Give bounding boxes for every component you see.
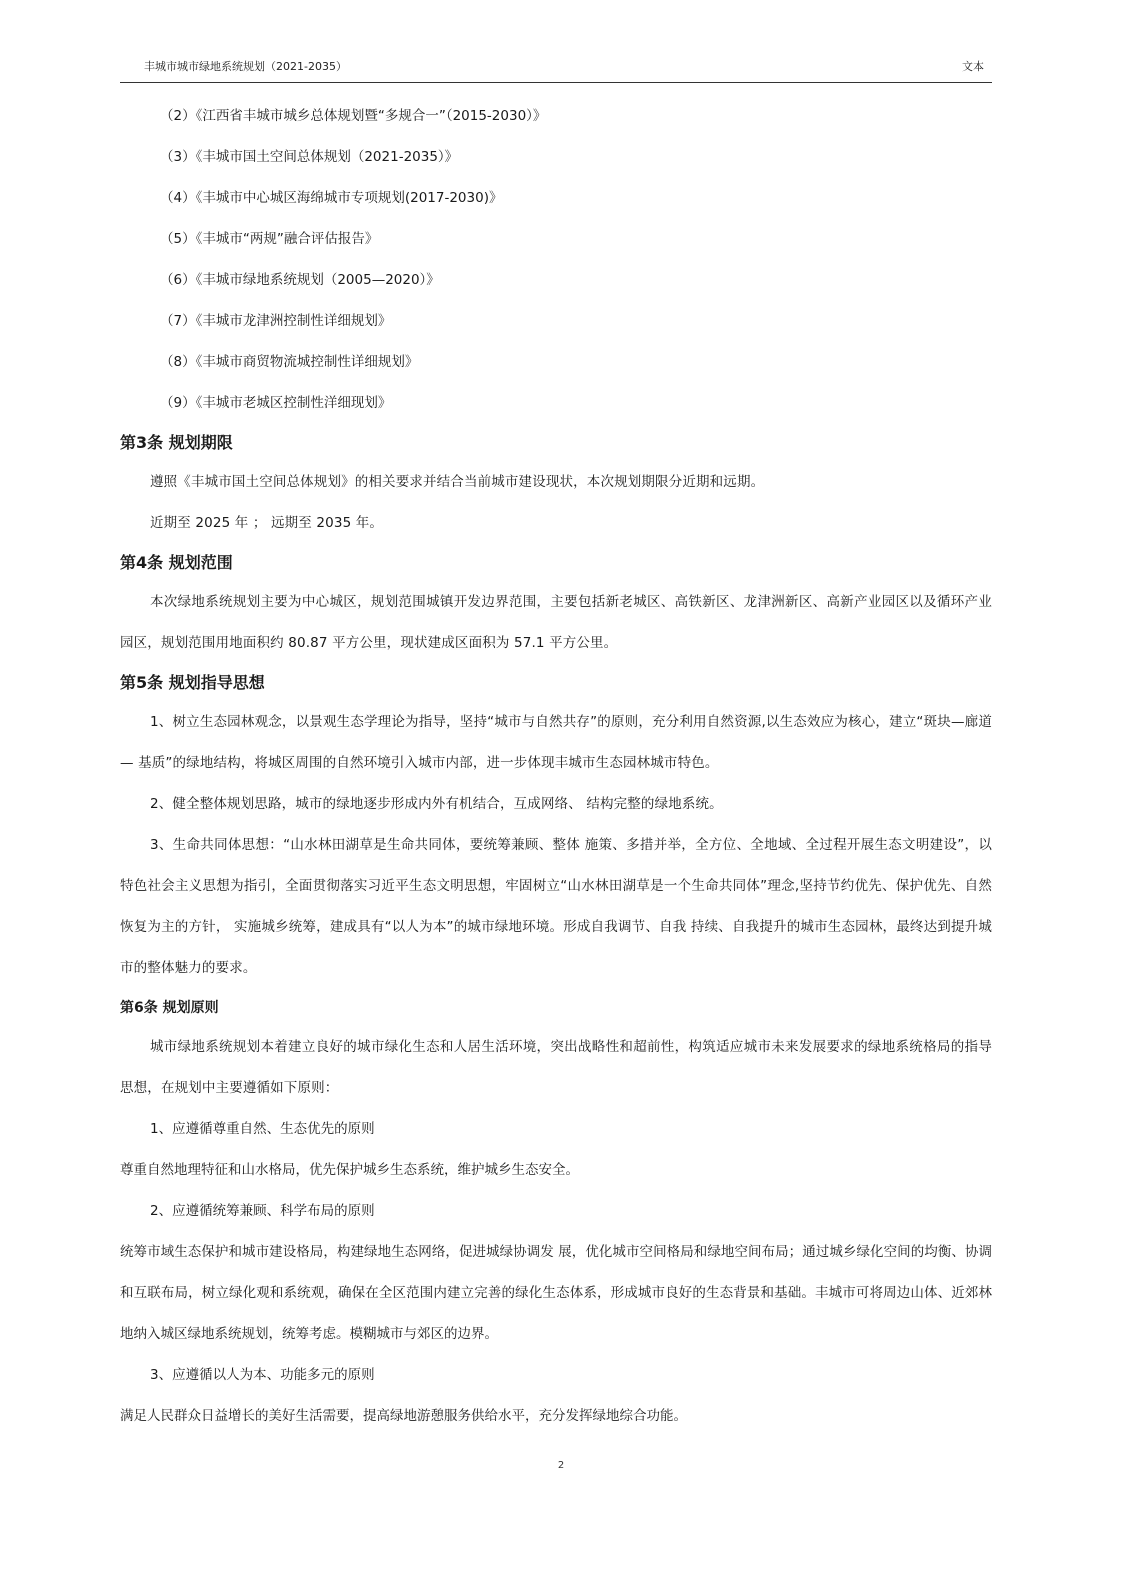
article-3-paragraph: 近期至 2025 年 ； 远期至 2035 年。 xyxy=(150,515,384,531)
header-title: 丰城市城市绿地系统规划（2021-2035） xyxy=(144,60,347,73)
page-header xyxy=(120,52,992,83)
article-3-heading: 第3条 规划期限 xyxy=(120,433,233,452)
article-3-paragraph: 遵照《丰城市国土空间总体规划》的相关要求并结合当前城市建设现状，本次规划期限分近期和远期。 xyxy=(150,474,765,490)
reference-item: （8）《丰城市商贸物流城控制性详细规划》 xyxy=(160,354,419,370)
principle-text: 满足人民群众日益增长的美好生活需要，提高绿地游憩服务供给水平，充分发挥绿地综合功能。 xyxy=(120,1408,687,1424)
reference-item: （5）《丰城市“两规”融合评估报告》 xyxy=(160,231,379,247)
article-4-paragraph: 本次绿地系统规划主要为中心城区，规划范围城镇开发边界范围，主要包括新老城区、高铁新区、龙津洲新区、高新产业园区以及循环产业园区，规划范围用地面积约 80.87 平方公里，现状建成区面积为 57.1 平方公里。 xyxy=(120,594,992,651)
article-5-paragraph: 2、健全整体规划思路，城市的绿地逐步形成内外有机结合，互成网络、 结构完整的绿地系统。 xyxy=(150,796,723,812)
reference-item: （2）《江西省丰城市城乡总体规划暨“多规合一”（2015-2030）》 xyxy=(160,108,547,124)
reference-item: （7）《丰城市龙津洲控制性详细规划》 xyxy=(160,313,392,329)
article-5-heading: 第5条 规划指导思想 xyxy=(120,673,265,692)
principle-text: 统筹市域生态保护和城市建设格局，构建绿地生态网络，促进城绿协调发 展，优化城市空间格局和绿地空间布局；通过城乡绿化空间的均衡、协调和互联布局，树立绿化观和系统观，确保在全区范围内建立完善的绿化生态体系，形成城市良好的生态背景和基础。丰城市可将周边山体、近郊林地纳入城区绿地系统规划，统筹考虑。模糊城市与郊区的边界。 xyxy=(120,1244,992,1342)
page-number: 2 xyxy=(557,1460,565,1471)
principle-heading: 3、应遵循以人为本、功能多元的原则 xyxy=(150,1367,375,1383)
article-5-paragraph: 1、树立生态园林观念，以景观生态学理论为指导，坚持“城市与自然共存”的原则，充分利用自然资源,以生态效应为核心，建立“斑块—廊道— 基质”的绿地结构，将城区周围的自然环境引入城市内部，进一步体现丰城市生态园林城市特色。 xyxy=(120,714,992,771)
article-5-paragraph: 3、生命共同体思想：“山水林田湖草是生命共同体，要统筹兼顾、整体 施策、多措并举，全方位、全地域、全过程开展生态文明建设”，以特色社会主义思想为指引，全面贯彻落实习近平生态文明思想，牢固树立“山水林田湖草是一个生命共同体”理念,坚持节约优先、保护优先、自然恢复为主的方针， 实施城乡统筹，建成具有“以人为本”的城市绿地环境。形成自我调节、自我 持续、自我提升的城市生态园林，最终达到提升城市的整体魅力的要求。 xyxy=(120,837,992,976)
reference-item: （4）《丰城市中心城区海绵城市专项规划(2017-2030)》 xyxy=(160,190,503,206)
reference-item: （9）《丰城市老城区控制性洋细现划》 xyxy=(160,395,392,411)
article-6-heading: 第6条 规划原则 xyxy=(120,1000,219,1016)
article-4-heading: 第4条 规划范围 xyxy=(120,553,233,572)
article-6-paragraph: 城市绿地系统规划本着建立良好的城市绿化生态和人居生活环境，突出战略性和超前性，构筑适应城市未来发展要求的绿地系统格局的指导思想，在规划中主要遵循如下原则： xyxy=(120,1039,992,1096)
header-right-label: 文本 xyxy=(962,60,984,73)
principle-heading: 1、应遵循尊重自然、生态优先的原则 xyxy=(150,1121,375,1137)
reference-item: （6）《丰城市绿地系统规划（2005—2020）》 xyxy=(160,272,440,288)
document-body xyxy=(120,96,992,1437)
principle-heading: 2、应遵循统筹兼顾、科学布局的原则 xyxy=(150,1203,375,1219)
reference-item: （3）《丰城市国土空间总体规划（2021-2035）》 xyxy=(160,149,459,165)
principle-text: 尊重自然地理特征和山水格局，优先保护城乡生态系统，维护城乡生态安全。 xyxy=(120,1162,579,1178)
